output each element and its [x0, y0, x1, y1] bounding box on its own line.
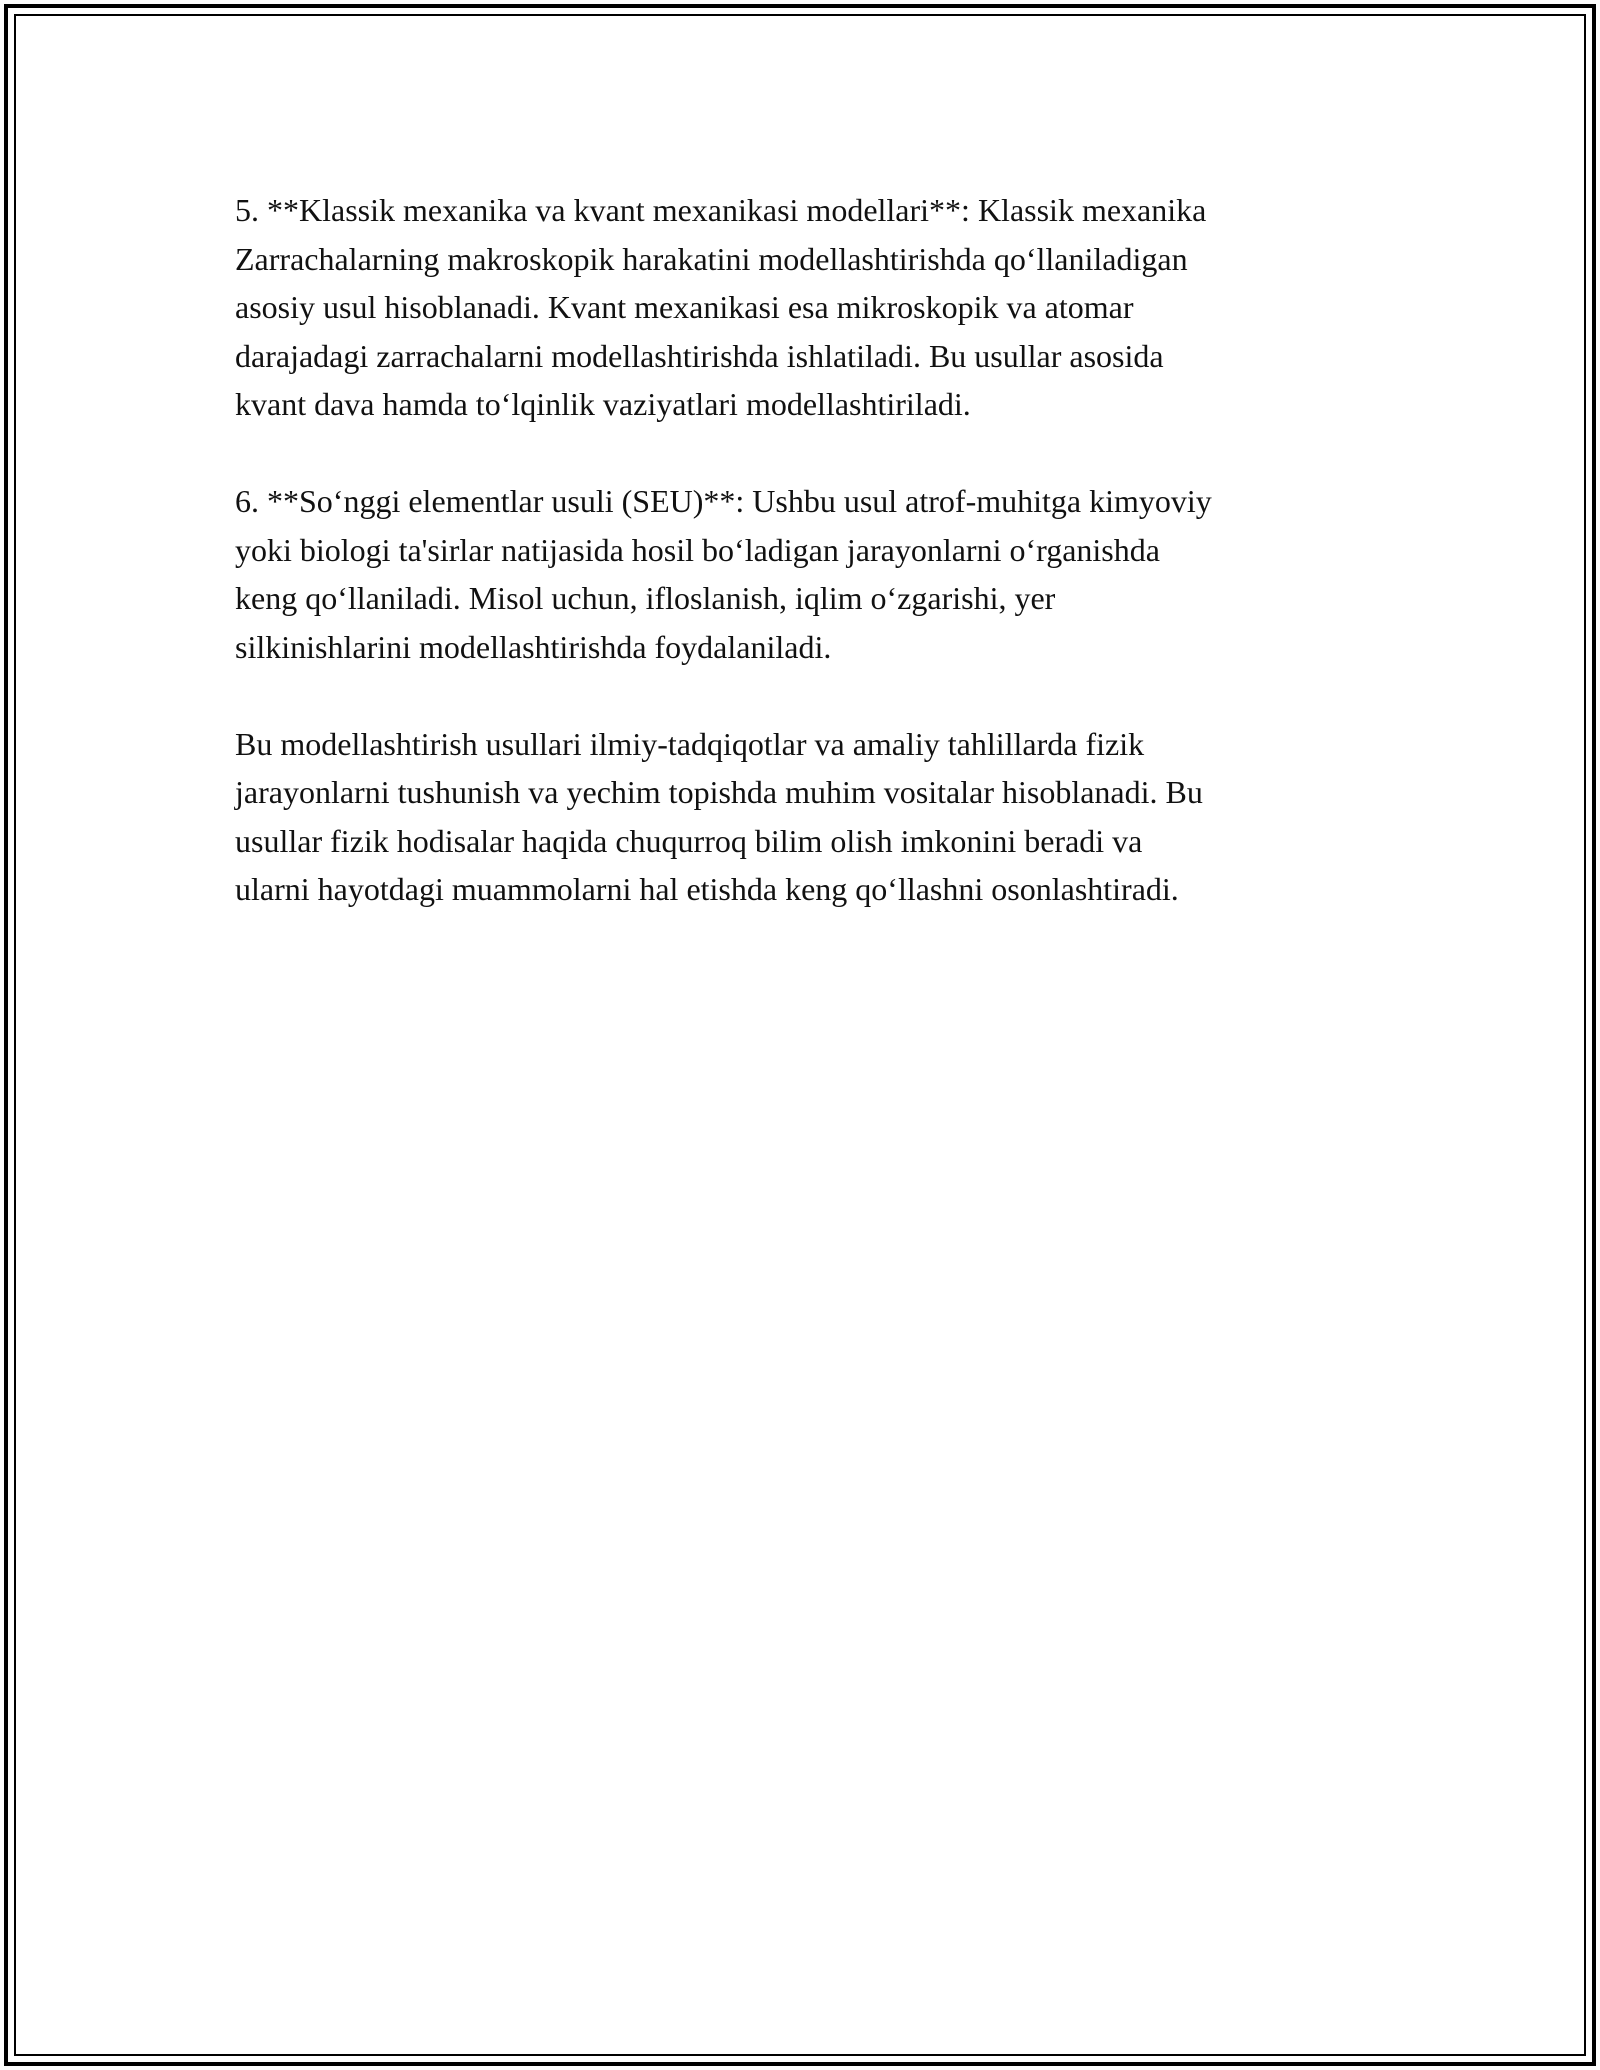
text-line: Bu modellashtirish usullari ilmiy-tadqiqotlar va amaliy tahlillarda fizik [235, 725, 1145, 762]
paragraph-finite-elements-method [235, 477, 1365, 671]
paragraph-conclusion [235, 720, 1365, 914]
text-line: darajadagi zarrachalarni modellashtirishda ishlatiladi. Bu usullar asosida [235, 337, 1164, 374]
text-line: keng qo‘llaniladi. Misol uchun, ifloslanish, iqlim o‘zgarishi, yer [235, 580, 1056, 616]
text-line: 6. **So‘nggi elementlar usuli (SEU)**: Ushbu usul atrof-muhitga kimyoviy [235, 483, 1212, 519]
text-line: kvant dava hamda to‘lqinlik vaziyatlari modellashtiriladi. [235, 386, 971, 422]
text-line: usullar fizik hodisalar haqida chuqurroq bilim olish imkonini beradi va [235, 822, 1143, 859]
text-line: jarayonlarni tushunish va yechim topishda muhim vositalar hisoblanadi. Bu [235, 774, 1203, 810]
text-line: silkinishlarini modellashtirishda foydalaniladi. [235, 628, 832, 665]
text-line: yoki biologi ta'sirlar natijasida hosil bo‘ladigan jarayonlarni o‘rganishda [235, 531, 1160, 568]
text-line: 5. **Klassik mexanika va kvant mexanikasi modellari**: Klassik mexanika [235, 192, 1207, 228]
text-line: ularni hayotdagi muammolarni hal etishda keng qo‘llashni osonlashtiradi. [235, 871, 1179, 907]
text-line: asosiy usul hisoblanadi. Kvant mexanikasi esa mikroskopik va atomar [235, 289, 1134, 325]
document-body [235, 186, 1365, 962]
paragraph-classical-quantum-models [235, 186, 1365, 429]
text-line: Zarrachalarning makroskopik harakatini modellashtirishda qo‘llaniladigan [235, 240, 1188, 277]
